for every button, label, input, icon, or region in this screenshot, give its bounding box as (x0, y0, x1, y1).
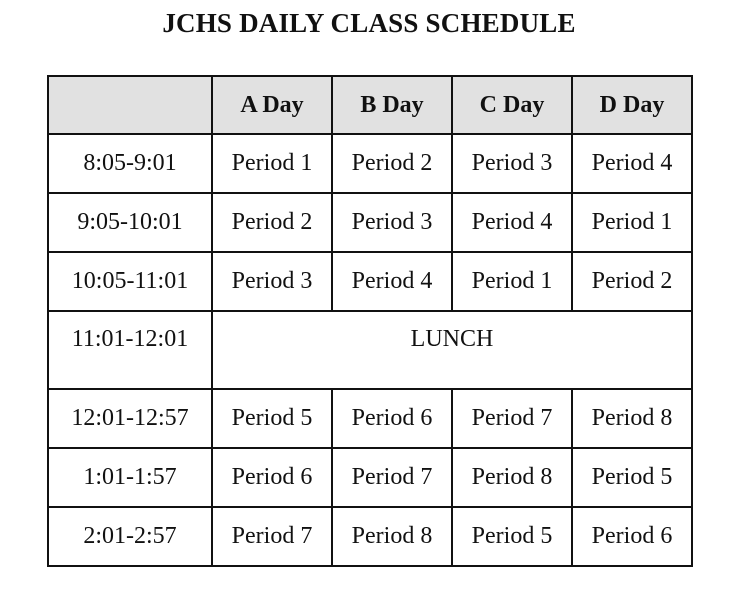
time-cell: 10:05-11:01 (48, 252, 212, 311)
time-cell: 2:01-2:57 (48, 507, 212, 566)
time-cell: 1:01-1:57 (48, 448, 212, 507)
header-b-day: B Day (332, 76, 452, 134)
lunch-cell: LUNCH (212, 311, 692, 389)
header-a-day: A Day (212, 76, 332, 134)
header-c-day: C Day (452, 76, 572, 134)
period-cell: Period 3 (452, 134, 572, 193)
period-cell: Period 5 (452, 507, 572, 566)
header-d-day: D Day (572, 76, 692, 134)
period-cell: Period 6 (332, 389, 452, 448)
schedule-table (47, 75, 693, 567)
time-cell: 12:01-12:57 (48, 389, 212, 448)
time-cell: 9:05-10:01 (48, 193, 212, 252)
period-cell: Period 5 (572, 448, 692, 507)
table-row (48, 448, 692, 507)
period-cell: Period 4 (332, 252, 452, 311)
period-cell: Period 3 (212, 252, 332, 311)
period-cell: Period 6 (572, 507, 692, 566)
period-cell: Period 4 (452, 193, 572, 252)
table-row (48, 134, 692, 193)
period-cell: Period 1 (572, 193, 692, 252)
period-cell: Period 7 (212, 507, 332, 566)
period-cell: Period 5 (212, 389, 332, 448)
lunch-row (48, 311, 692, 389)
period-cell: Period 8 (572, 389, 692, 448)
period-cell: Period 3 (332, 193, 452, 252)
time-cell: 8:05-9:01 (48, 134, 212, 193)
table-row (48, 389, 692, 448)
header-row (48, 76, 692, 134)
period-cell: Period 7 (452, 389, 572, 448)
period-cell: Period 8 (452, 448, 572, 507)
period-cell: Period 7 (332, 448, 452, 507)
period-cell: Period 2 (212, 193, 332, 252)
table-row (48, 252, 692, 311)
period-cell: Period 2 (332, 134, 452, 193)
period-cell: Period 6 (212, 448, 332, 507)
period-cell: Period 1 (452, 252, 572, 311)
table-row (48, 507, 692, 566)
period-cell: Period 1 (212, 134, 332, 193)
period-cell: Period 8 (332, 507, 452, 566)
period-cell: Period 2 (572, 252, 692, 311)
table-row (48, 193, 692, 252)
corner-cell (48, 76, 212, 134)
time-cell: 11:01-12:01 (48, 311, 212, 389)
period-cell: Period 4 (572, 134, 692, 193)
schedule-title: JCHS DAILY CLASS SCHEDULE (162, 8, 576, 38)
